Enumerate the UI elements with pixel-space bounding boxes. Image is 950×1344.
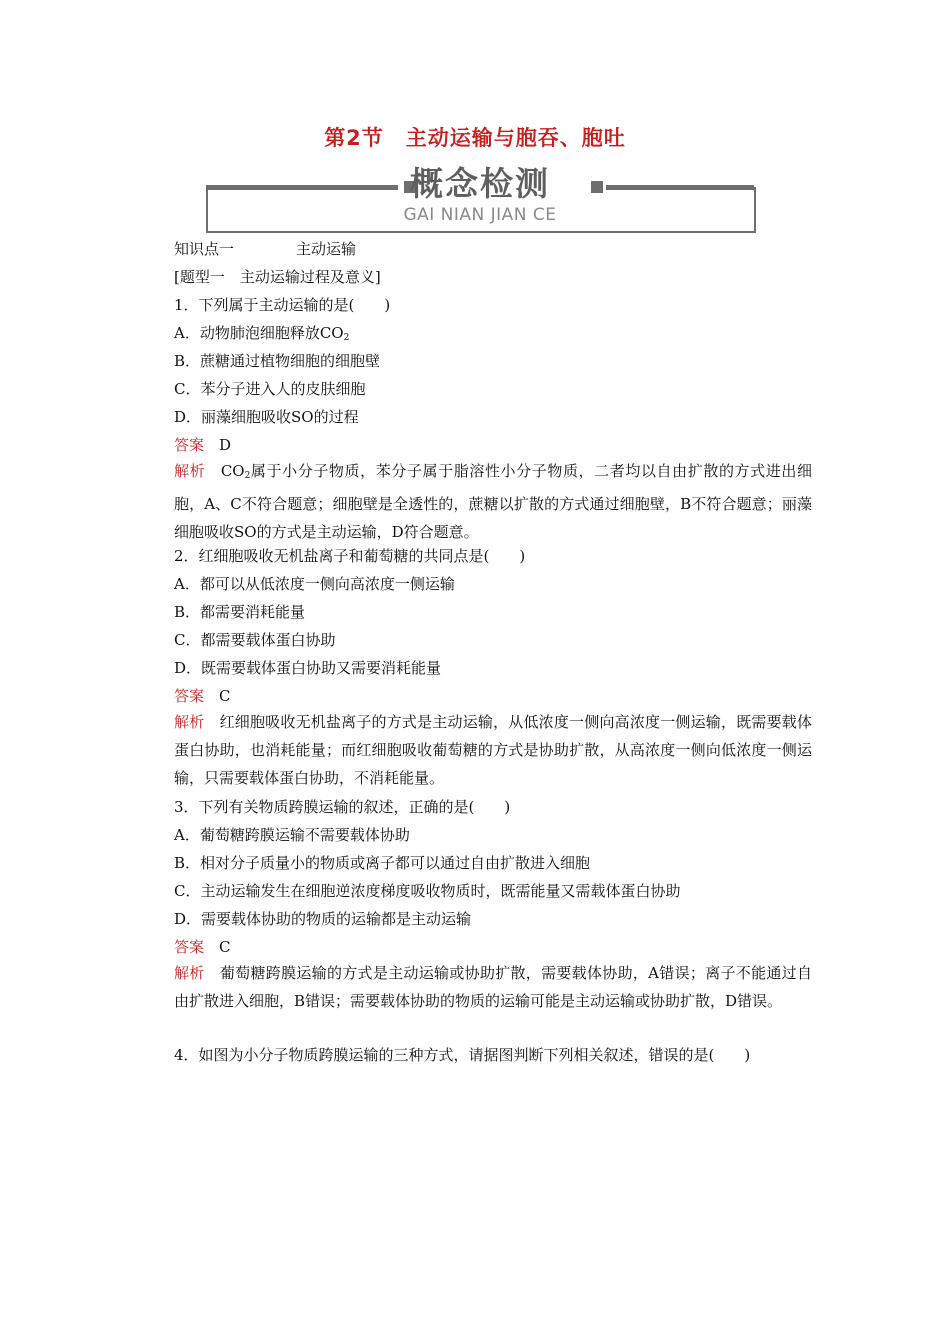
q2-option-b: B．都需要消耗能量 — [174, 603, 306, 621]
concept-check-banner — [206, 160, 754, 234]
q2-answer-label: 答案 — [174, 687, 205, 705]
q2-analysis — [138, 708, 812, 792]
q3-analysis-label: 解析 — [174, 964, 205, 982]
q3-stem: 3．下列有关物质跨膜运输的叙述，正确的是( ) — [174, 798, 511, 816]
knowledge-point-label: 知识点一 — [174, 240, 235, 258]
q1-analysis-label: 解析 — [174, 462, 206, 480]
q1-option-b: B．蔗糖通过植物细胞的细胞壁 — [174, 352, 381, 370]
q4-stem: 4．如图为小分子物质跨膜运输的三种方式，请据图判断下列相关叙述，错误的是( ) — [174, 1046, 751, 1064]
q2-option-d: D．既需要载体蛋白协助又需要消耗能量 — [174, 659, 442, 677]
q1-option-a-subscript: 2 — [343, 333, 350, 343]
q2-answer-value: C — [219, 687, 231, 705]
q3-option-a: A．葡萄糖跨膜运输不需要载体协助 — [174, 826, 410, 844]
q3-analysis-text: 葡萄糖跨膜运输的方式是主动运输或协助扩散，需要载体协助，A错误；离子不能通过自由扩散进入细胞，B错误；需要载体协助的物质的运输可能是主动运输或协助扩散，D错误。 — [174, 964, 812, 1010]
q2-option-a: A．都可以从低浓度一侧向高浓度一侧运输 — [174, 575, 455, 593]
knowledge-point-topic: 主动运输 — [296, 240, 357, 258]
q3-answer-label: 答案 — [174, 938, 205, 956]
q1-answer — [174, 434, 231, 456]
q1-analysis-text: 属于小分子物质，苯分子属于脂溶性小分子物质，二者均以自由扩散的方式进出细胞，A、C不符合题意；细胞壁是全透性的，蔗糖以扩散的方式通过细胞壁，B不符合题意；丽藻细胞吸收SO的方式是主动运输，D符合题意。 — [174, 462, 812, 541]
question-type-heading: [题型一 主动运输过程及意义] — [174, 268, 381, 286]
q2-stem: 2．红细胞吸收无机盐离子和葡萄糖的共同点是( ) — [174, 547, 526, 565]
q2-analysis-text: 红细胞吸收无机盐离子的方式是主动运输，从低浓度一侧向高浓度一侧运输，既需要载体蛋白协助，也消耗能量；而红细胞吸收葡萄糖的方式是协助扩散，从高浓度一侧向低浓度一侧运输，只需要载体蛋白协助，不消耗能量。 — [174, 713, 812, 787]
q2-option-c: C．都需要载体蛋白协助 — [174, 631, 336, 649]
q3-analysis — [138, 959, 812, 1015]
knowledge-point-heading — [174, 238, 356, 260]
q1-answer-label: 答案 — [174, 436, 205, 454]
q2-answer — [174, 685, 231, 707]
q3-answer — [174, 936, 231, 958]
q1-option-a: A．动物肺泡细胞释放$CO_2$ — [174, 324, 350, 343]
q3-option-d: D．需要载体协助的物质的运输都是主动运输 — [174, 910, 472, 928]
q1-stem: 1．下列属于主动运输的是( ) — [174, 296, 391, 314]
q1-analysis — [138, 457, 812, 546]
banner-sub-text: GAI NIAN JIAN CE — [403, 205, 557, 225]
q1-analysis-co: CO — [220, 462, 245, 480]
q3-answer-value: C — [219, 938, 231, 956]
q1-option-d: D．丽藻细胞吸收SO的过程 — [174, 408, 359, 426]
page-title: 第2节 主动运输与胞吞、胞吐 — [324, 126, 626, 150]
q2-analysis-label: 解析 — [174, 713, 205, 731]
q3-option-b: B．相对分子质量小的物质或离子都可以通过自由扩散进入细胞 — [174, 854, 591, 872]
q1-analysis-co-sub: 2 — [244, 471, 251, 481]
q3-option-c: C．主动运输发生在细胞逆浓度梯度吸收物质时，既需能量又需载体蛋白协助 — [174, 882, 681, 900]
q1-answer-value: D — [219, 436, 232, 454]
q1-option-c: C．苯分子进入人的皮肤细胞 — [174, 380, 366, 398]
banner-main-text: 概念检测 — [410, 164, 550, 203]
